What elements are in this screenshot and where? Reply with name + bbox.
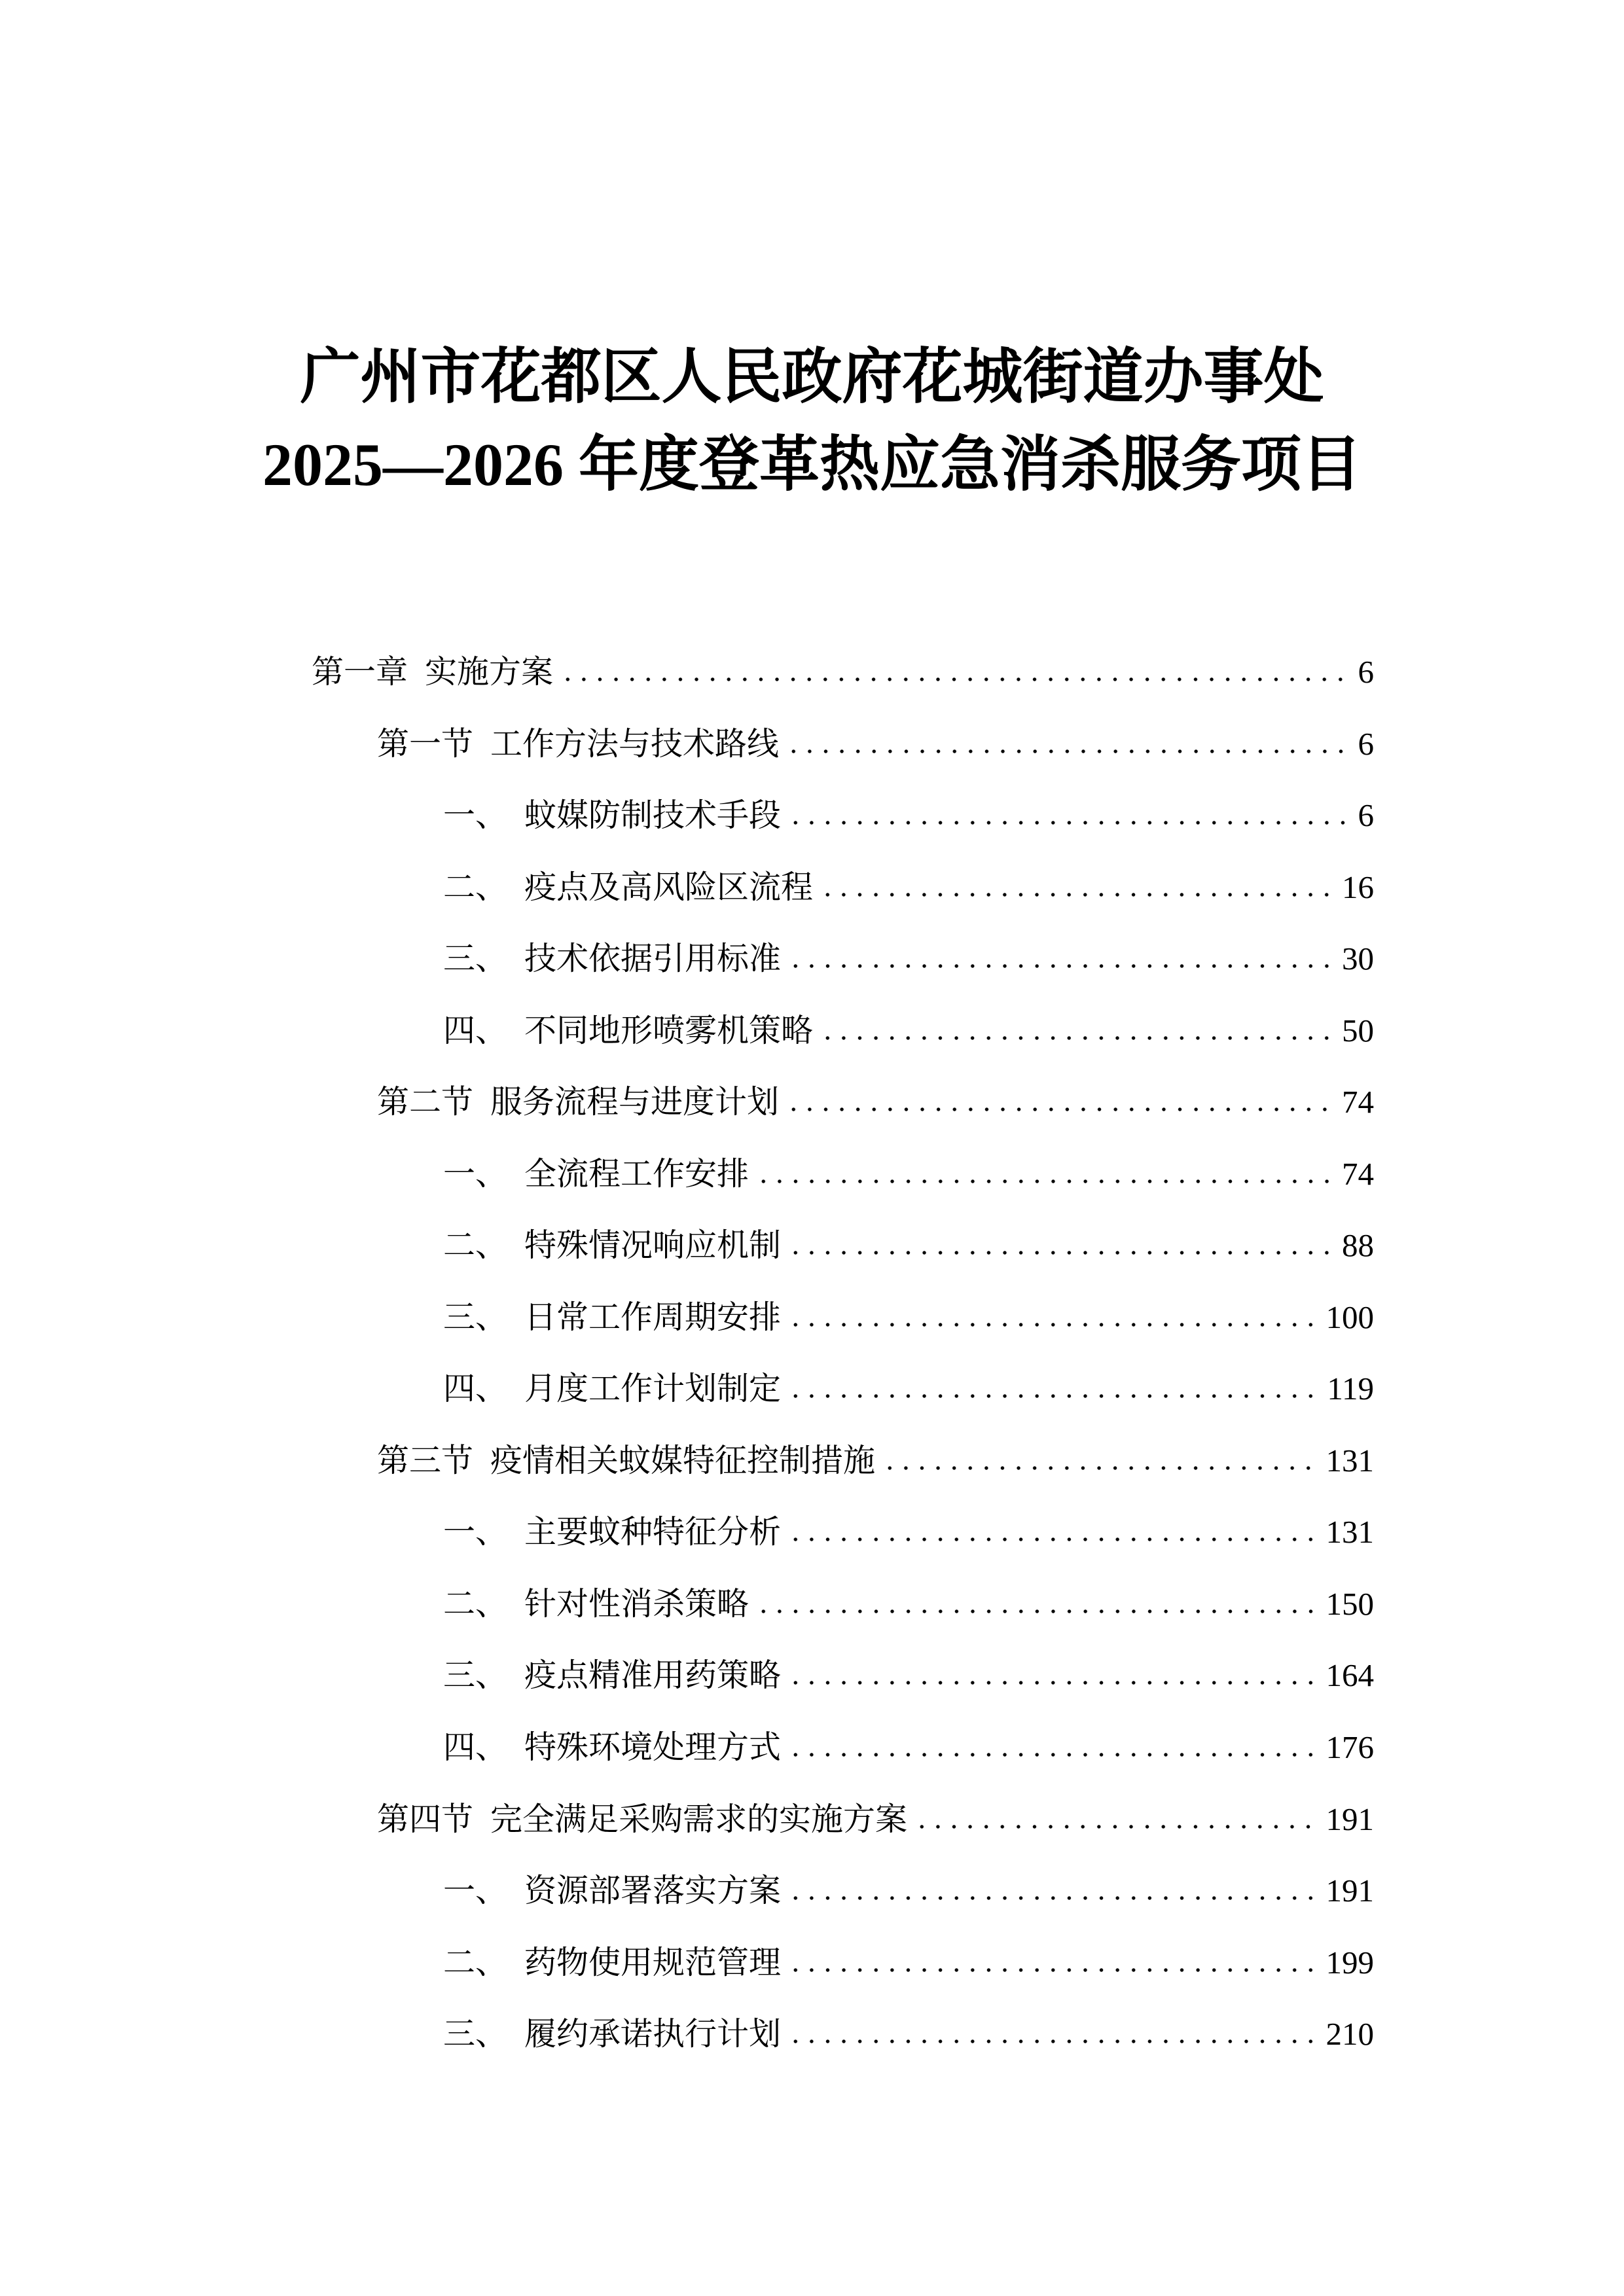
toc-page-number: 50: [1342, 1012, 1374, 1049]
toc-page-number: 191: [1326, 1801, 1374, 1837]
toc-page-number: 74: [1342, 1155, 1374, 1192]
toc-entry-title: 日常工作周期安排: [524, 1299, 782, 1335]
dot-leader: [787, 1249, 1333, 1256]
toc-entry-number: 第四节: [377, 1801, 474, 1837]
dot-leader: [787, 1679, 1316, 1686]
toc-subsection-entry: [0, 1353, 1374, 1425]
dot-leader: [560, 676, 1348, 683]
toc-section-entry: [0, 1784, 1374, 1856]
toc-entry-title: 服务流程与进度计划: [490, 1084, 780, 1121]
toc-entry-title: 特殊环境处理方式: [524, 1729, 782, 1765]
toc-entry-title: 蚊媒防制技术手段: [524, 797, 782, 834]
toc-page-number: 131: [1326, 1514, 1374, 1551]
toc-subsection-entry: [0, 1712, 1374, 1784]
toc-entry-title: 药物使用规范管理: [524, 1944, 782, 1981]
toc-entry-number: 第二节: [377, 1084, 474, 1121]
toc-page-number: 210: [1326, 2016, 1374, 2053]
toc-subsection-entry: [0, 1855, 1374, 1927]
toc-entry-number: 四、: [443, 1371, 508, 1407]
toc-page-number: 6: [1358, 797, 1374, 834]
toc-chapter-entry: [0, 636, 1374, 708]
toc-entry-title: 疫点精准用药策略: [524, 1657, 782, 1694]
toc-entry-number: 第一节: [377, 725, 474, 762]
toc-entry-title: 疫情相关蚊媒特征控制措施: [490, 1442, 876, 1479]
toc-page-number: 100: [1326, 1299, 1374, 1335]
toc-entry-number: 第三节: [377, 1442, 474, 1479]
toc-entry-number: 二、: [443, 1585, 508, 1622]
toc-page-number: 119: [1327, 1371, 1374, 1407]
toc-page-number: 30: [1342, 941, 1374, 977]
toc-section-entry: [0, 1425, 1374, 1497]
toc-page-number: 150: [1326, 1585, 1374, 1622]
dot-leader: [787, 1967, 1316, 1973]
dot-leader: [914, 1823, 1316, 1830]
toc-entry-title: 工作方法与技术路线: [490, 725, 780, 762]
toc-entry-number: 一、: [443, 797, 508, 834]
toc-entry-number: 一、: [443, 1873, 508, 1909]
document-title: [0, 333, 1624, 509]
toc-page-number: 6: [1358, 654, 1374, 690]
toc-subsection-entry: [0, 780, 1374, 852]
toc-entry-title: 完全满足采购需求的实施方案: [490, 1801, 908, 1837]
toc-page-number: 16: [1342, 869, 1374, 905]
dot-leader: [787, 1536, 1316, 1543]
toc-section-entry: [0, 708, 1374, 780]
dot-leader: [787, 963, 1333, 969]
toc-entry-title: 实施方案: [425, 654, 554, 690]
toc-subsection-entry: [0, 1210, 1374, 1282]
dot-leader: [882, 1465, 1316, 1471]
toc-entry-number: 三、: [443, 1657, 508, 1694]
toc-page-number: 191: [1326, 1873, 1374, 1909]
toc-entry-title: 疫点及高风险区流程: [524, 869, 814, 905]
dot-leader: [820, 891, 1333, 898]
dot-leader: [787, 819, 1348, 826]
document-title-line-2: 2025—2026 年度登革热应急消杀服务项目: [262, 431, 1362, 498]
dot-leader: [785, 1106, 1333, 1113]
document-title-line-1: 广州市花都区人民政府花城街道办事处: [300, 344, 1324, 410]
dot-leader: [755, 1178, 1333, 1185]
dot-leader: [820, 1035, 1333, 1041]
toc-page-number: 176: [1326, 1729, 1374, 1765]
toc-entry-title: 主要蚊种特征分析: [524, 1514, 782, 1551]
toc-page-number: 74: [1342, 1084, 1374, 1121]
toc-subsection-entry: [0, 1282, 1374, 1354]
toc-page-number: 6: [1358, 725, 1374, 762]
toc-subsection-entry: [0, 923, 1374, 995]
toc-entry-title: 资源部署落实方案: [524, 1873, 782, 1909]
toc-page-number: 164: [1326, 1657, 1374, 1694]
toc-subsection-entry: [0, 1138, 1374, 1210]
toc-subsection-entry: [0, 1927, 1374, 1999]
toc-page-number: 131: [1326, 1442, 1374, 1479]
toc-subsection-entry: [0, 1998, 1374, 2070]
dot-leader: [787, 1393, 1318, 1399]
toc-entry-number: 三、: [443, 1299, 508, 1335]
toc-entry-number: 第一章: [312, 654, 408, 690]
toc-entry-title: 针对性消杀策略: [524, 1585, 749, 1622]
toc-page-number: 199: [1326, 1944, 1374, 1981]
toc-subsection-entry: [0, 1496, 1374, 1568]
toc-entry-number: 二、: [443, 869, 508, 905]
toc-entry-title: 特殊情况响应机制: [524, 1227, 782, 1264]
toc-entry-number: 一、: [443, 1155, 508, 1192]
toc-subsection-entry: [0, 995, 1374, 1067]
toc-section-entry: [0, 1066, 1374, 1138]
toc-entry-number: 二、: [443, 1227, 508, 1264]
toc-entry-number: 四、: [443, 1729, 508, 1765]
dot-leader: [785, 748, 1348, 755]
toc-subsection-entry: [0, 1568, 1374, 1640]
toc-entry-number: 三、: [443, 2016, 508, 2053]
dot-leader: [787, 1751, 1316, 1758]
toc-entry-number: 二、: [443, 1944, 508, 1981]
toc-entry-number: 一、: [443, 1514, 508, 1551]
dot-leader: [787, 1321, 1316, 1328]
table-of-contents: [0, 636, 1374, 2070]
dot-leader: [787, 2038, 1316, 2045]
toc-entry-title: 不同地形喷雾机策略: [524, 1012, 814, 1049]
toc-entry-title: 履约承诺执行计划: [524, 2016, 782, 2053]
toc-entry-number: 四、: [443, 1012, 508, 1049]
toc-entry-title: 全流程工作安排: [524, 1155, 749, 1192]
toc-entry-title: 技术依据引用标准: [524, 941, 782, 977]
dot-leader: [755, 1608, 1316, 1615]
toc-page-number: 88: [1342, 1227, 1374, 1264]
dot-leader: [787, 1895, 1316, 1901]
toc-subsection-entry: [0, 1640, 1374, 1712]
toc-subsection-entry: [0, 852, 1374, 924]
toc-entry-title: 月度工作计划制定: [524, 1371, 782, 1407]
toc-entry-number: 三、: [443, 941, 508, 977]
